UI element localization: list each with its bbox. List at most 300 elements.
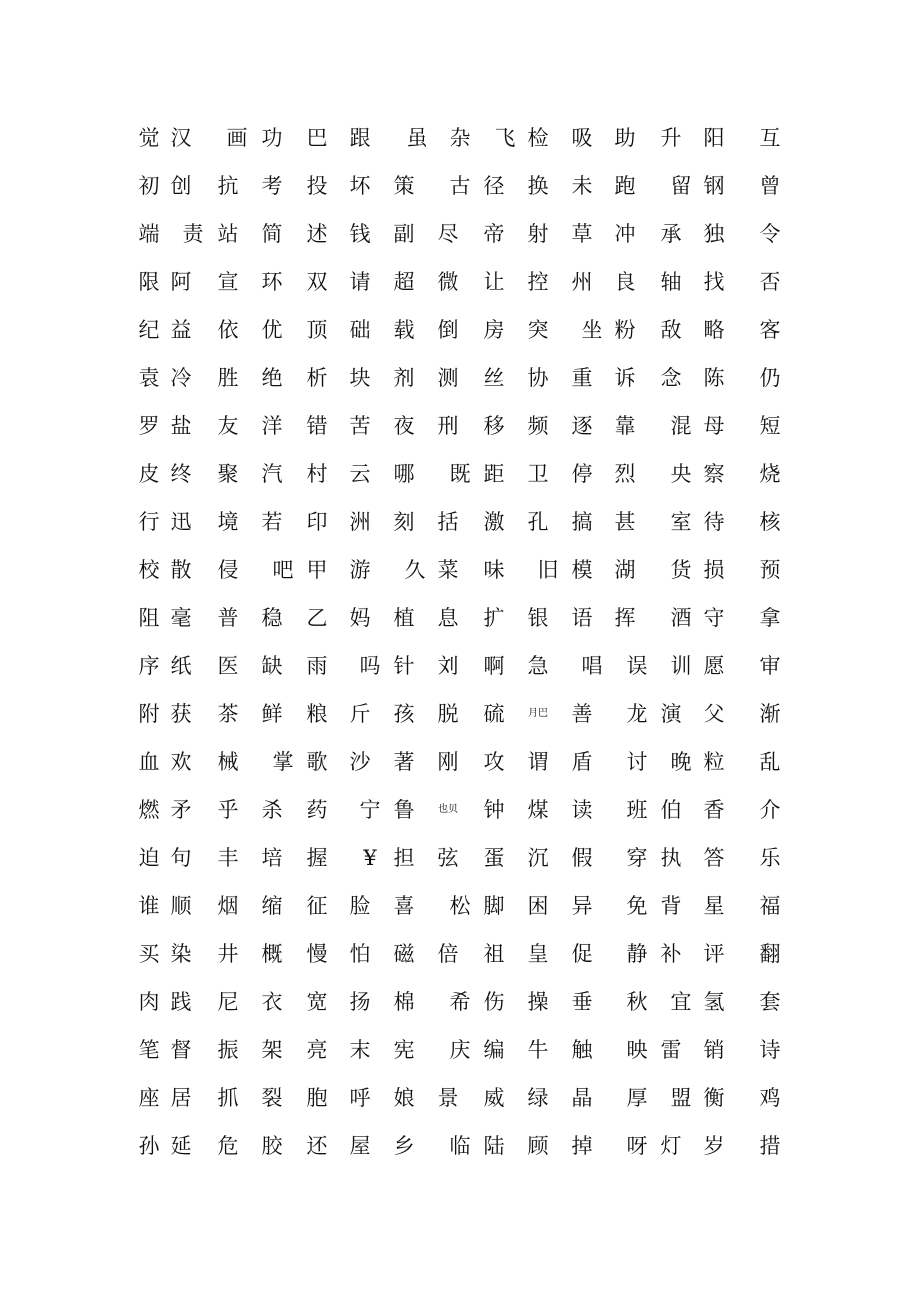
character-cell: 础 <box>349 318 371 342</box>
character-cell: 钢 <box>703 174 725 198</box>
character-cell: 甚 <box>614 510 636 534</box>
character-cell: 客 <box>759 318 781 342</box>
character-cell: 裂 <box>261 1086 283 1110</box>
character-row <box>0 454 920 494</box>
character-cell: 抗 <box>217 174 239 198</box>
character-cell: 察 <box>703 462 725 486</box>
character-cell: 牛 <box>527 1038 549 1062</box>
character-cell: 母 <box>703 414 725 438</box>
character-cell: 血 <box>138 750 160 774</box>
character-cell: 销 <box>703 1038 725 1062</box>
character-cell: 陈 <box>703 366 725 390</box>
character-cell: 息 <box>437 606 459 630</box>
character-row <box>0 166 920 206</box>
character-cell: 丝 <box>483 366 505 390</box>
character-cell: 倒 <box>437 318 459 342</box>
character-cell: 载 <box>393 318 415 342</box>
character-row <box>0 262 920 302</box>
character-cell: 危 <box>217 1134 239 1158</box>
character-cell: 械 <box>217 750 239 774</box>
character-cell: 频 <box>527 414 549 438</box>
character-cell: 行 <box>138 510 160 534</box>
character-cell: 父 <box>703 702 725 726</box>
character-cell: 践 <box>170 990 192 1014</box>
character-cell: 汽 <box>261 462 283 486</box>
character-cell: 扩 <box>483 606 505 630</box>
character-cell: 扬 <box>349 990 371 1014</box>
character-cell: 乎 <box>217 798 239 822</box>
character-cell: 征 <box>306 894 328 918</box>
character-cell: 吸 <box>571 126 593 150</box>
character-cell: 考 <box>261 174 283 198</box>
character-cell: 宽 <box>306 990 328 1014</box>
character-cell: 啊 <box>483 654 505 678</box>
character-cell: 跑 <box>614 174 636 198</box>
character-cell: 斤 <box>349 702 371 726</box>
character-cell: 硫 <box>483 702 505 726</box>
character-cell: 亮 <box>306 1038 328 1062</box>
character-cell: 希 <box>449 990 471 1014</box>
character-cell: 停 <box>571 462 593 486</box>
character-cell: 协 <box>527 366 549 390</box>
character-cell: 握 <box>306 846 328 870</box>
character-cell: 述 <box>306 222 328 246</box>
character-cell: 混 <box>670 414 692 438</box>
character-cell: 皮 <box>138 462 160 486</box>
character-cell: 刑 <box>437 414 459 438</box>
character-cell: 肉 <box>138 990 160 1014</box>
character-cell: 央 <box>670 462 692 486</box>
character-cell: 喜 <box>393 894 415 918</box>
character-row <box>0 790 920 830</box>
character-cell: 陆 <box>483 1134 505 1158</box>
character-cell: 承 <box>660 222 682 246</box>
character-cell: 龙 <box>626 702 648 726</box>
character-cell: 升 <box>660 126 682 150</box>
character-cell: 句 <box>170 846 192 870</box>
character-cell: 境 <box>217 510 239 534</box>
character-cell: 攻 <box>483 750 505 774</box>
character-cell: 谓 <box>527 750 549 774</box>
character-cell: 袁 <box>138 366 160 390</box>
character-row <box>0 646 920 686</box>
character-cell: 盐 <box>170 414 192 438</box>
character-cell: 觉 <box>138 126 160 150</box>
character-cell: 未 <box>571 174 593 198</box>
character-cell: 吗 <box>359 654 381 678</box>
character-cell: 酒 <box>670 606 692 630</box>
character-cell: 换 <box>527 174 549 198</box>
character-cell: 屋 <box>349 1134 371 1158</box>
character-cell: 挥 <box>614 606 636 630</box>
character-cell: 超 <box>393 270 415 294</box>
character-cell: 仍 <box>759 366 781 390</box>
character-cell: 杀 <box>261 798 283 822</box>
character-cell: 晶 <box>571 1086 593 1110</box>
character-cell: 倍 <box>437 942 459 966</box>
character-cell: 径 <box>483 174 505 198</box>
character-cell: 阿 <box>170 270 192 294</box>
character-cell: 映 <box>626 1038 648 1062</box>
character-cell: 药 <box>306 798 328 822</box>
character-cell: 纸 <box>170 654 192 678</box>
character-cell: 助 <box>614 126 636 150</box>
character-cell: 环 <box>261 270 283 294</box>
character-cell: 拿 <box>759 606 781 630</box>
character-cell: 宣 <box>217 270 239 294</box>
character-cell: 皇 <box>527 942 549 966</box>
character-cell: 普 <box>217 606 239 630</box>
character-cell: 训 <box>670 654 692 678</box>
character-cell: 月巴 <box>528 708 548 719</box>
character-cell: 画 <box>226 126 248 150</box>
character-row <box>0 358 920 398</box>
character-cell: 微 <box>437 270 459 294</box>
character-cell: 罗 <box>138 414 160 438</box>
character-cell: 稳 <box>261 606 283 630</box>
character-cell: 洲 <box>349 510 371 534</box>
character-cell: 损 <box>703 558 725 582</box>
character-cell: 终 <box>170 462 192 486</box>
character-row <box>0 1126 920 1166</box>
character-cell: 衡 <box>703 1086 725 1110</box>
character-cell: 井 <box>217 942 239 966</box>
character-cell: 评 <box>703 942 725 966</box>
character-cell: 房 <box>483 318 505 342</box>
character-cell: 末 <box>349 1038 371 1062</box>
character-cell: 香 <box>703 798 725 822</box>
character-cell: 语 <box>571 606 593 630</box>
character-cell: 双 <box>306 270 328 294</box>
character-cell: 让 <box>483 270 505 294</box>
character-cell: 聚 <box>217 462 239 486</box>
character-cell: 钟 <box>483 798 505 822</box>
character-cell: 古 <box>449 174 471 198</box>
character-cell: 独 <box>703 222 725 246</box>
character-cell: 尽 <box>437 222 459 246</box>
character-cell: 烈 <box>614 462 636 486</box>
character-cell: 既 <box>449 462 471 486</box>
character-cell: 脚 <box>483 894 505 918</box>
character-cell: 穿 <box>626 846 648 870</box>
character-cell: 迅 <box>170 510 192 534</box>
character-cell: 孩 <box>393 702 415 726</box>
character-cell: 粒 <box>703 750 725 774</box>
character-cell: 乡 <box>393 1134 415 1158</box>
character-row <box>0 118 920 158</box>
character-cell: 夜 <box>393 414 415 438</box>
character-cell: 补 <box>660 942 682 966</box>
character-cell: 静 <box>626 942 648 966</box>
character-cell: 站 <box>217 222 239 246</box>
character-cell: 宪 <box>393 1038 415 1062</box>
character-row <box>0 694 920 734</box>
character-cell: 担 <box>393 846 415 870</box>
character-cell: 诉 <box>614 366 636 390</box>
character-cell: 盟 <box>670 1086 692 1110</box>
character-cell: 呼 <box>349 1086 371 1110</box>
character-cell: 简 <box>261 222 283 246</box>
character-cell: 掌 <box>272 750 294 774</box>
character-cell: 庆 <box>449 1038 471 1062</box>
character-cell: 久 <box>404 558 426 582</box>
character-cell: 茶 <box>217 702 239 726</box>
character-cell: 刘 <box>437 654 459 678</box>
character-cell: 架 <box>261 1038 283 1062</box>
character-cell: 阻 <box>138 606 160 630</box>
character-cell: 游 <box>349 558 371 582</box>
character-row <box>0 838 920 878</box>
character-cell: 督 <box>170 1038 192 1062</box>
character-cell: 垂 <box>571 990 593 1014</box>
character-cell: 投 <box>306 174 328 198</box>
character-cell: 威 <box>483 1086 505 1110</box>
character-cell: 缺 <box>261 654 283 678</box>
character-cell: 娘 <box>393 1086 415 1110</box>
character-cell: 伯 <box>660 798 682 822</box>
character-cell: 胶 <box>261 1134 283 1158</box>
character-cell: 翻 <box>759 942 781 966</box>
character-cell: 演 <box>660 702 682 726</box>
character-cell: 促 <box>571 942 593 966</box>
character-cell: ¥ <box>363 846 377 870</box>
character-cell: 责 <box>182 222 204 246</box>
character-cell: 星 <box>703 894 725 918</box>
character-cell: 靠 <box>614 414 636 438</box>
character-row <box>0 598 920 638</box>
character-cell: 乱 <box>759 750 781 774</box>
character-cell: 洋 <box>261 414 283 438</box>
character-cell: 操 <box>527 990 549 1014</box>
character-cell: 菜 <box>437 558 459 582</box>
character-cell: 括 <box>437 510 459 534</box>
character-cell: 粉 <box>614 318 636 342</box>
character-row <box>0 886 920 926</box>
character-cell: 甲 <box>306 558 328 582</box>
character-cell: 振 <box>217 1038 239 1062</box>
character-cell: 距 <box>483 462 505 486</box>
character-cell: 云 <box>349 462 371 486</box>
character-cell: 策 <box>393 174 415 198</box>
character-cell: 讨 <box>626 750 648 774</box>
character-cell: 优 <box>261 318 283 342</box>
character-cell: 剂 <box>393 366 415 390</box>
character-cell: 敌 <box>660 318 682 342</box>
character-cell: 著 <box>393 750 415 774</box>
character-cell: 否 <box>759 270 781 294</box>
character-cell: 侵 <box>217 558 239 582</box>
character-cell: 钱 <box>349 222 371 246</box>
character-cell: 怕 <box>349 942 371 966</box>
character-cell: 草 <box>571 222 593 246</box>
character-cell: 概 <box>261 942 283 966</box>
character-cell: 迫 <box>138 846 160 870</box>
character-cell: 灯 <box>660 1134 682 1158</box>
character-cell: 雷 <box>660 1038 682 1062</box>
character-cell: 磁 <box>393 942 415 966</box>
character-cell: 绿 <box>527 1086 549 1110</box>
character-row <box>0 214 920 254</box>
character-cell: 善 <box>571 702 593 726</box>
character-cell: 念 <box>660 366 682 390</box>
character-cell: 异 <box>571 894 593 918</box>
character-cell: 植 <box>393 606 415 630</box>
character-cell: 汉 <box>170 126 192 150</box>
character-cell: 福 <box>759 894 781 918</box>
character-cell: 飞 <box>494 126 516 150</box>
character-cell: 留 <box>670 174 692 198</box>
character-cell: 顾 <box>527 1134 549 1158</box>
character-cell: 块 <box>349 366 371 390</box>
character-row <box>0 502 920 542</box>
character-cell: 检 <box>527 126 549 150</box>
character-cell: 湖 <box>614 558 636 582</box>
character-cell: 盾 <box>571 750 593 774</box>
character-cell: 买 <box>138 942 160 966</box>
character-cell: 丰 <box>217 846 239 870</box>
character-cell: 错 <box>306 414 328 438</box>
character-cell: 州 <box>571 270 593 294</box>
character-cell: 孙 <box>138 1134 160 1158</box>
character-cell: 沉 <box>527 846 549 870</box>
character-cell: 吧 <box>272 558 294 582</box>
character-cell: 跟 <box>349 126 371 150</box>
character-cell: 宜 <box>670 990 692 1014</box>
character-cell: 雨 <box>306 654 328 678</box>
character-cell: 鲜 <box>261 702 283 726</box>
character-cell: 坐 <box>581 318 603 342</box>
character-cell: 矛 <box>170 798 192 822</box>
character-cell: 执 <box>660 846 682 870</box>
character-cell: 呀 <box>626 1134 648 1158</box>
character-cell: 唱 <box>581 654 603 678</box>
character-row <box>0 934 920 974</box>
character-cell: 搞 <box>571 510 593 534</box>
character-cell: 苦 <box>349 414 371 438</box>
character-cell: 脱 <box>437 702 459 726</box>
character-cell: 急 <box>527 654 549 678</box>
character-cell: 移 <box>483 414 505 438</box>
character-cell: 染 <box>170 942 192 966</box>
character-cell: 居 <box>170 1086 192 1110</box>
character-cell: 预 <box>759 558 781 582</box>
character-cell: 也贝 <box>438 804 458 815</box>
character-cell: 激 <box>483 510 505 534</box>
character-cell: 守 <box>703 606 725 630</box>
character-cell: 冲 <box>614 222 636 246</box>
character-cell: 座 <box>138 1086 160 1110</box>
character-cell: 延 <box>170 1134 192 1158</box>
character-cell: 附 <box>138 702 160 726</box>
character-cell: 掉 <box>571 1134 593 1158</box>
character-cell: 虽 <box>406 126 428 150</box>
character-row <box>0 406 920 446</box>
character-cell: 测 <box>437 366 459 390</box>
character-cell: 待 <box>703 510 725 534</box>
character-cell: 货 <box>670 558 692 582</box>
character-cell: 突 <box>527 318 549 342</box>
character-cell: 序 <box>138 654 160 678</box>
character-cell: 缩 <box>261 894 283 918</box>
character-cell: 答 <box>703 846 725 870</box>
character-cell: 厚 <box>626 1086 648 1110</box>
character-cell: 轴 <box>660 270 682 294</box>
character-cell: 培 <box>261 846 283 870</box>
character-cell: 烟 <box>217 894 239 918</box>
character-cell: 曾 <box>759 174 781 198</box>
character-cell: 限 <box>138 270 160 294</box>
character-cell: 诗 <box>759 1038 781 1062</box>
character-cell: 初 <box>138 174 160 198</box>
character-cell: 射 <box>527 222 549 246</box>
character-cell: 令 <box>759 222 781 246</box>
character-cell: 村 <box>306 462 328 486</box>
character-cell: 脸 <box>349 894 371 918</box>
character-cell: 景 <box>437 1086 459 1110</box>
character-cell: 煤 <box>527 798 549 822</box>
character-cell: 卫 <box>527 462 549 486</box>
character-row <box>0 982 920 1022</box>
character-cell: 假 <box>571 846 593 870</box>
character-cell: 弦 <box>437 846 459 870</box>
character-cell: 刻 <box>393 510 415 534</box>
character-cell: 冷 <box>170 366 192 390</box>
character-cell: 毫 <box>170 606 192 630</box>
character-cell: 秋 <box>626 990 648 1014</box>
character-cell: 副 <box>393 222 415 246</box>
character-cell: 乙 <box>306 606 328 630</box>
character-cell: 松 <box>449 894 471 918</box>
character-cell: 乐 <box>759 846 781 870</box>
character-cell: 触 <box>571 1038 593 1062</box>
character-row <box>0 742 920 782</box>
character-cell: 尼 <box>217 990 239 1014</box>
character-cell: 笔 <box>138 1038 160 1062</box>
character-cell: 短 <box>759 414 781 438</box>
character-cell: 粮 <box>306 702 328 726</box>
character-cell: 编 <box>483 1038 505 1062</box>
character-cell: 端 <box>138 222 160 246</box>
character-cell: 找 <box>703 270 725 294</box>
character-row <box>0 1078 920 1118</box>
character-cell: 析 <box>306 366 328 390</box>
character-cell: 互 <box>759 126 781 150</box>
character-cell: 宁 <box>359 798 381 822</box>
character-cell: 孔 <box>527 510 549 534</box>
character-cell: 逐 <box>571 414 593 438</box>
character-row <box>0 550 920 590</box>
character-row <box>0 310 920 350</box>
character-cell: 还 <box>306 1134 328 1158</box>
character-cell: 困 <box>527 894 549 918</box>
character-cell: 介 <box>759 798 781 822</box>
character-cell: 银 <box>527 606 549 630</box>
character-cell: 燃 <box>138 798 160 822</box>
character-cell: 获 <box>170 702 192 726</box>
character-cell: 衣 <box>261 990 283 1014</box>
character-cell: 晚 <box>670 750 692 774</box>
character-cell: 顺 <box>170 894 192 918</box>
character-cell: 请 <box>349 270 371 294</box>
character-cell: 重 <box>571 366 593 390</box>
character-cell: 慢 <box>306 942 328 966</box>
character-cell: 控 <box>527 270 549 294</box>
character-cell: 杂 <box>449 126 471 150</box>
character-cell: 刚 <box>437 750 459 774</box>
character-cell: 略 <box>703 318 725 342</box>
character-cell: 背 <box>660 894 682 918</box>
character-cell: 岁 <box>703 1134 725 1158</box>
